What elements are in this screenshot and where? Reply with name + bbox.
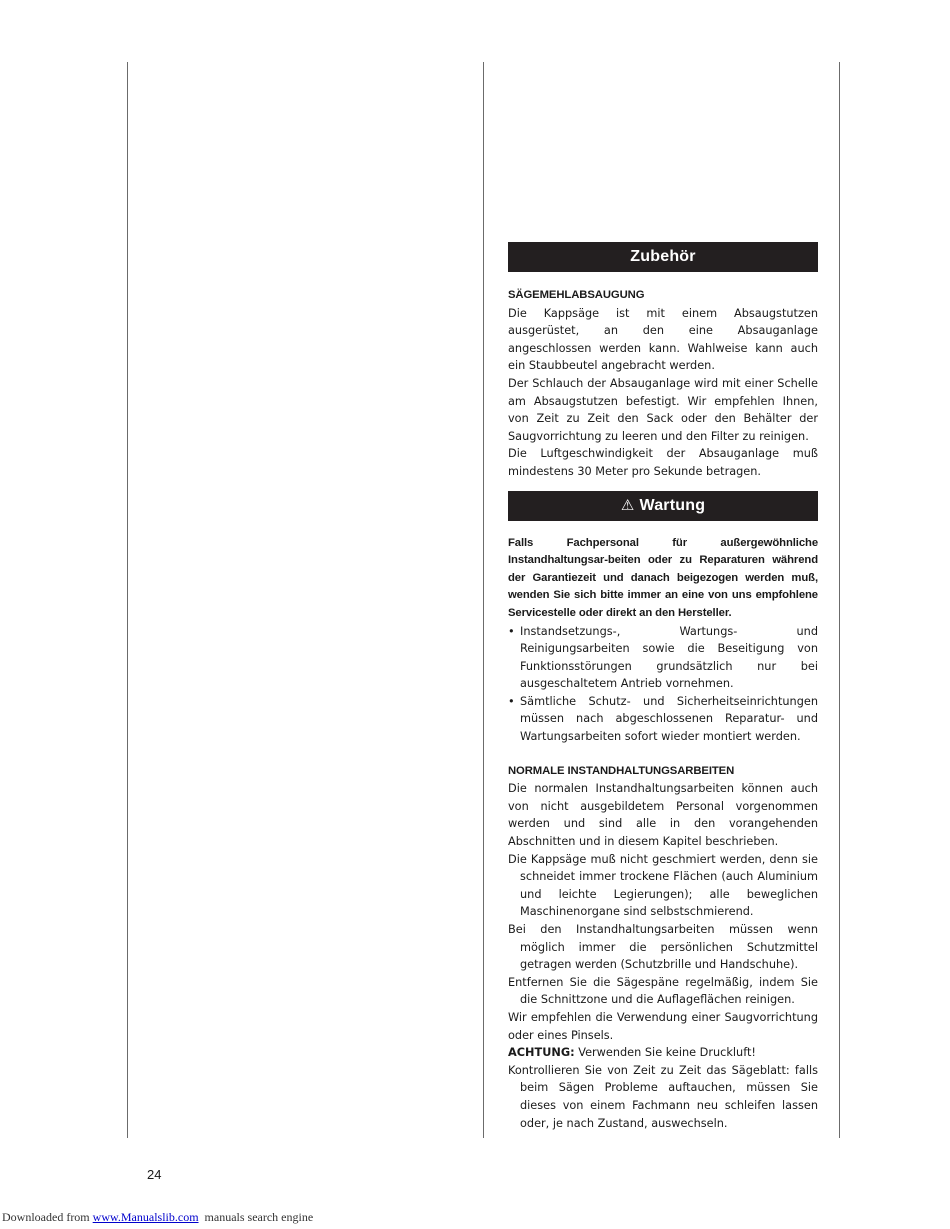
accessories-paragraph: Die Kappsäge ist mit einem Absaugstutzen ausgerüstet, an den eine Absauganlage angeschlossen werden kann. Wahlweise kann auch ein Staubbeutel angebracht werden. — [508, 306, 818, 373]
accessories-title: Zubehör — [630, 248, 696, 265]
normal-maintenance-paragraph: Entfernen Sie die Sägespäne regelmäßig, indem Sie die Schnittzone und die Auflageflächen reinigen. — [508, 975, 818, 1007]
accessories-paragraph: Der Schlauch der Absauganlage wird mit einer Schelle am Absaugstutzen befestigt. Wir empfehlen Ihnen, von Zeit zu Zeit den Sack oder den Behälter der Saugvorrichtung zu leeren und den Filter zu reinigen. — [508, 376, 818, 443]
attention-text: Verwenden Sie keine Druckluft! — [574, 1046, 756, 1060]
maintenance-intro: Falls Fachpersonal für außergewöhnliche Instandhaltungsar-beiten oder zu Reparaturen während der Garantiezeit und danach beigezogen werden muß, wenden Sie sich bitte immer an eine von uns empfohlene Servicestelle oder direkt an den Hersteller. — [508, 536, 818, 619]
normal-maintenance-paragraph: Kontrollieren Sie von Zeit zu Zeit das Sägeblatt: falls beim Sägen Probleme auftauchen, müssen Sie dieses von einem Fachmann neu schleifen lassen oder, je nach Zustand, auswechseln. — [508, 1063, 818, 1130]
bullet-icon: • — [508, 624, 515, 638]
list-item-text: Sämtliche Schutz- und Sicherheitseinrichtungen müssen nach abgeschlossenen Reparatur- und Wartungsarbeiten sofort wieder montiert werden. — [520, 694, 818, 744]
attention-label: ACHTUNG: — [508, 1046, 575, 1060]
accessories-paragraph: Die Luftgeschwindigkeit der Absauganlage muß mindestens 30 Meter pro Sekunde betragen. — [508, 447, 818, 478]
warning-icon: ⚠ — [620, 496, 635, 514]
column-divider-middle — [483, 62, 484, 1138]
column-divider-left — [127, 62, 128, 1138]
normal-maintenance-paragraph: Die normalen Instandhaltungsarbeiten können auch von nicht ausgebildetem Personal vorgenommen werden und sind alle in den vorangehenden Abschnitten und in diesem Kapitel beschrieben. — [508, 782, 818, 849]
accessories-banner — [508, 242, 818, 272]
list-item — [508, 623, 818, 693]
page-number: 24 — [147, 1167, 162, 1182]
normal-maintenance-heading: NORMALE INSTANDHALTUNGSARBEITEN — [508, 764, 735, 777]
download-footer — [2, 1210, 313, 1225]
list-item-text: Instandsetzungs-, Wartungs- und Reinigungsarbeiten sowie die Beseitigung von Funktionsstörungen grundsätzlich nur bei ausgeschaltetem Antrieb vornehmen. — [520, 624, 818, 691]
maintenance-banner — [508, 491, 818, 521]
normal-maintenance-paragraph: Die Kappsäge muß nicht geschmiert werden, denn sie schneidet immer trockene Flächen (auch Aluminium und leichte Legierungen); alle beweglichen Maschinenorgane sind selbstschmierend. — [508, 852, 818, 919]
bullet-icon: • — [508, 694, 515, 708]
normal-maintenance-paragraph: Wir empfehlen die Verwendung einer Saugvorrichtung oder eines Pinsels. — [508, 1010, 818, 1042]
footer-prefix: Downloaded from — [2, 1210, 93, 1224]
normal-maintenance-paragraph: Bei den Instandhaltungsarbeiten müssen wenn möglich immer die persönlichen Schutzmittel getragen werden (Schutzbrille und Handschuhe). — [508, 923, 818, 972]
list-item — [508, 693, 818, 746]
column-divider-right — [839, 62, 840, 1138]
footer-suffix: manuals search engine — [198, 1210, 314, 1224]
attention-note — [508, 1044, 818, 1062]
right-text-column — [508, 242, 818, 1132]
dust-extraction-heading: SÄGEMEHLABSAUGUNG — [508, 289, 645, 301]
maintenance-title: Wartung — [639, 496, 706, 514]
manualslib-link[interactable]: www.Manualslib.com — [92, 1210, 199, 1224]
